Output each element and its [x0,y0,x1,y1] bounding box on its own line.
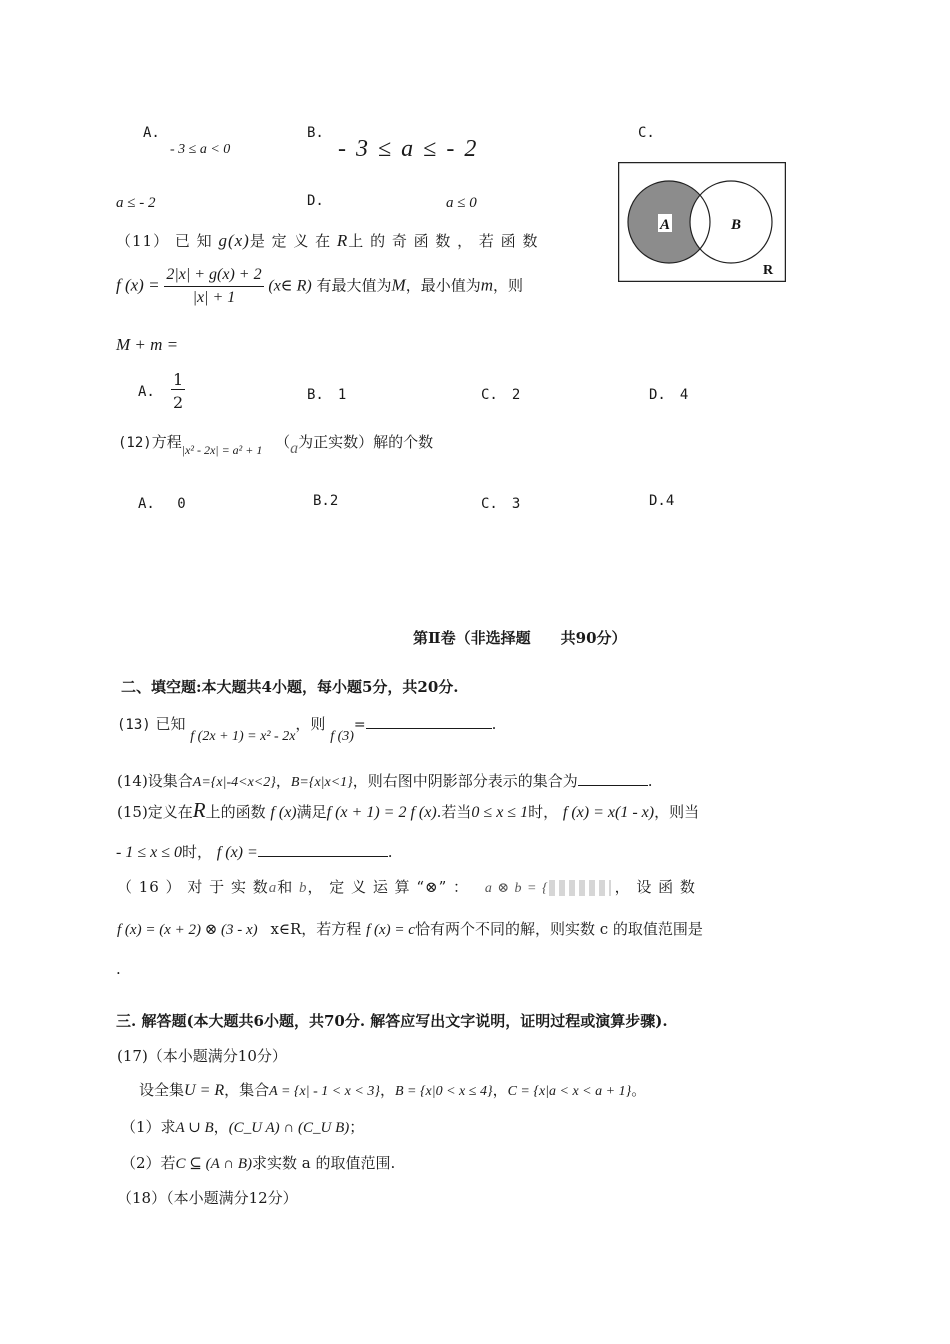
q11-option-a-num: 1 [173,370,184,389]
q12-option-a: A. 0 [138,496,186,512]
q11-gx: g(x) [218,231,250,250]
q11-option-a-den: 2 [173,393,184,412]
q17-p1-label: （1）求 [121,1118,176,1136]
q11-intro-2: 是 定 义 在 [249,232,332,250]
q17-statement [139,1079,646,1100]
q14-text-1: (14)设集合 [117,772,193,790]
q12-equation: |x² - 2x| = a² + 1 [181,443,263,457]
q16-line-1 [117,876,696,897]
venn-label-a: A [659,217,671,233]
q16-text-5: ， 设 函 数 [614,878,696,896]
q13-text-2: ，则 [295,715,326,733]
q11-frac-num: 2|x| + g(x) + 2 [164,266,263,287]
q11-option-d: D. 4 [649,387,689,403]
q17-part-2 [121,1152,395,1173]
q11-text-3: ，则 [493,276,524,295]
q16-text-1: 对 于 实 数 [187,878,269,896]
part2-section-heading: 二、填空题:本大题共4小题，每小题5分，共20分. [121,678,459,696]
q11-text-1: 有最大值为 [316,276,392,295]
q17-p1-expr: A ∪ B [175,1120,214,1136]
q11-f-lhs: f (x) = [116,275,160,295]
q13-number: (13) [117,717,151,733]
q14-end: . [647,772,653,790]
q15-text-4: .若当 [436,803,472,821]
q11-fraction [164,266,263,307]
q15-line-2 [116,841,393,862]
q17-a-set: A = {x| - 1 < x < 3} [269,1084,380,1099]
q15-end: . [387,843,393,861]
q16-number: （ 16 ） [117,878,182,896]
q11-option-a-fraction-bar [171,389,185,390]
q13-eq: = [353,717,366,733]
q17-u: U = R [184,1082,225,1099]
q10-option-a-expr: - 3 ≤ a < 0 [170,142,231,157]
q11-line-2 [116,266,523,307]
q11-m-min: m [480,275,494,295]
q13-text-1: 已知 [155,715,186,733]
q16-op: ⊗ [425,880,439,896]
q12-option-c: C. 3 [481,496,521,512]
q11-option-a-label: A. [138,384,155,400]
q15-text-2: 上的函数 [205,803,266,821]
q16-text-2: 和 [277,878,294,896]
part2-title: 第Ⅱ卷（非选择题 共90分） [413,629,627,647]
q15-text-6: ，则当 [654,803,700,821]
q11-text-2: ，最小值为 [405,276,481,295]
q13-f3: f (3) [330,729,354,744]
q17-text-2: ，集合 [224,1081,270,1099]
q16-text-4: ” ： [438,878,470,896]
q11-option-c: C. 2 [481,387,521,403]
q15-cond2: - 1 ≤ x ≤ 0 [116,844,182,861]
q15-text-7: 时， [182,843,213,861]
q15-def: f (x) = x(1 - x) [562,804,655,821]
q14-a-def: A={x|-4<x<2} [192,775,276,790]
q15-fx2: f (x) = [216,844,258,861]
q18-header: （18）（本小题满分12分） [117,1189,298,1207]
q14-sep: ， [275,772,291,790]
q11-option-a [171,370,185,412]
venn-label-b: B [730,217,742,233]
q11-m-max: M [391,275,406,295]
q17-text-1: 设全集 [139,1081,185,1099]
q14-text-2: ，则右图中阴影部分表示的集合为 [352,772,578,790]
q11-line-1 [116,230,538,251]
q16-text-3: ， 定 义 运 算 “ [307,878,426,896]
q11-intro-1: 已 知 [174,232,213,250]
q15-rel: f (x + 1) = 2 f (x) [326,804,437,821]
q16-fdef: f (x) = (x + 2) ⊗ (3 - x) [117,922,258,938]
q11-intro-3: 上 的 奇 函 数 ， 若 函 数 [348,232,539,250]
q10-option-b-expr: - 3 ≤ a ≤ - 2 [338,136,479,162]
q16-text-6: x∈R，若方程 [270,920,362,938]
q13-line [117,713,497,744]
q17-part-1 [121,1116,364,1137]
q12-text-2: （ [275,433,291,451]
q14-line [117,770,653,791]
q12-option-b: B.2 [313,493,339,509]
q15-line-1 [117,798,699,823]
q15-text-3: 满足 [296,803,327,821]
q17-p1-end: ； [349,1118,365,1136]
q12-option-d: D.4 [649,493,675,509]
q10-option-b-label: B. [307,125,324,141]
q16-line-2 [117,918,703,939]
q17-end: 。 [631,1081,647,1099]
q17-header: (17)（本小题满分10分） [117,1047,287,1065]
q15-r: R [192,798,206,822]
q13-expr: f (2x + 1) = x² - 2x [190,729,296,744]
q12-number: (12) [118,435,152,451]
q10-option-d-label: D. [307,193,324,209]
q16-def: a ⊗ b = { [484,881,549,896]
q11-number: （11） [116,232,170,250]
q10-option-c-label: C. [638,125,655,141]
q17-p2-text: 求实数 a 的取值范围. [252,1154,396,1172]
q15-fx: f (x) [270,804,297,821]
q10-option-a-label: A. [143,125,160,141]
q17-p2-expr: C ⊆ (A ∩ B) [175,1156,252,1172]
q15-text-1: (15)定义在 [117,803,193,821]
q11-frac-den: |x| + 1 [192,289,236,306]
q15-text-5: 时， [528,803,559,821]
q16-piecewise-def-obscured [549,880,611,896]
q14-answer-blank[interactable] [578,785,648,786]
venn-label-r: R [762,263,774,278]
q11-option-b: B. 1 [307,387,347,403]
q17-b-set: B = {x|0 < x ≤ 4} [394,1084,493,1099]
q12-text-3: 为正实数）解的个数 [298,433,434,451]
q12-a: a [290,440,299,457]
venn-diagram [618,162,786,282]
q13-end: . [491,715,497,733]
q17-p2-label: （2）若 [121,1154,176,1172]
q17-p1-sep: ， [213,1118,229,1136]
q17-p1-expr2: (C_U A) ∩ (C_U B) [228,1120,350,1136]
q17-sep-1: ， [379,1081,395,1099]
q17-c-set: C = {x|a < x < a + 1} [507,1084,632,1099]
part3-section-heading: 三. 解答题(本大题共6小题，共70分. 解答应写出文字说明，证明过程或演算步骤). [116,1012,668,1030]
q10-option-d-expr: a ≤ 0 [446,195,477,211]
q11-option-a-fraction [171,370,185,412]
q15-cond: 0 ≤ x ≤ 1 [471,804,529,821]
q11-ask: M + m = [116,335,179,354]
q13-answer-blank[interactable] [366,728,492,729]
q10-option-c-expr: a ≤ - 2 [116,195,156,211]
q12-text-1: 方程 [151,433,182,451]
q16-end: . [116,960,121,978]
q12-line [118,431,434,457]
q14-b-def: B={x|x<1} [290,775,353,790]
q15-answer-blank[interactable] [258,856,388,857]
q16-b: b [299,880,308,896]
q16-eq: f (x) = c [366,922,415,938]
q11-r: R [336,231,349,250]
q17-sep-2: ， [492,1081,508,1099]
q16-a: a [268,880,278,896]
q16-text-7: 恰有两个不同的解，则实数 c 的取值范围是 [414,920,703,938]
q11-domain: (x∈ R) [268,277,312,295]
